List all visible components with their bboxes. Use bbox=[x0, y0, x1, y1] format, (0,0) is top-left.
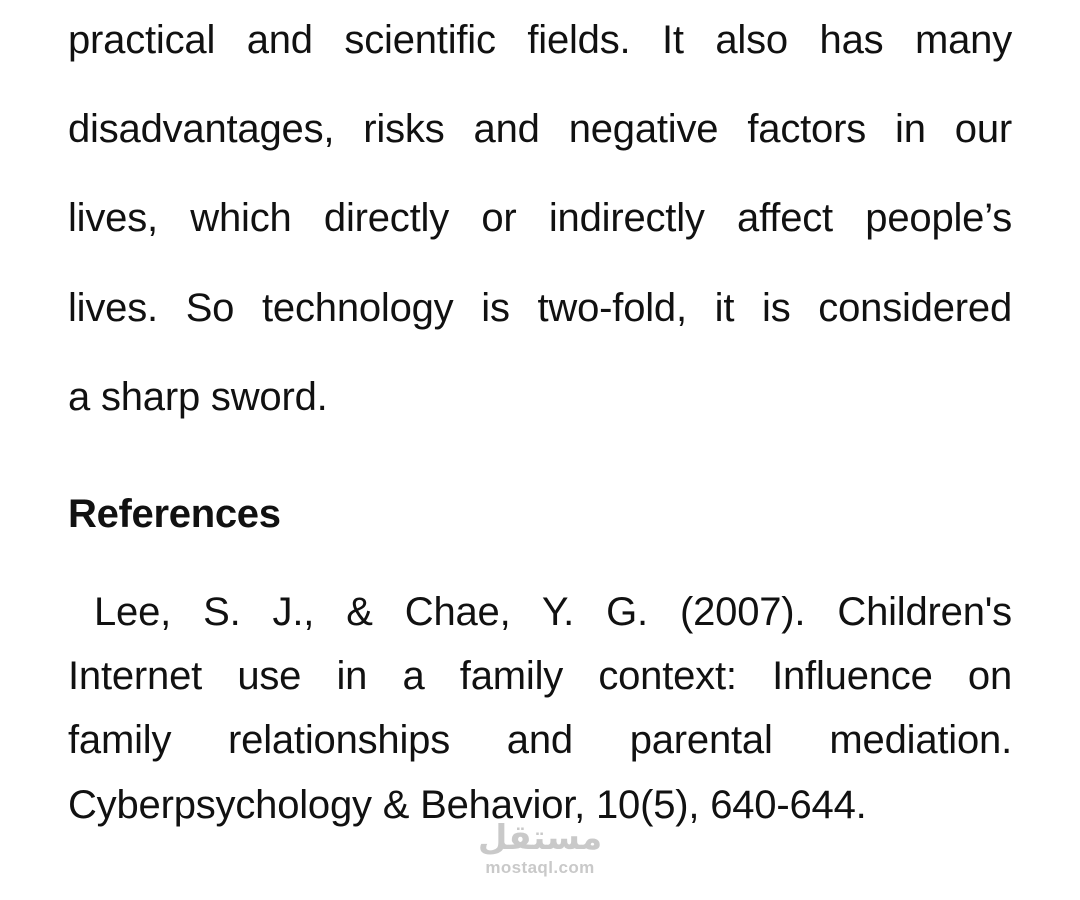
reference-entry-line: Internet use in a family context: Influence on bbox=[68, 654, 1012, 698]
references-heading: References bbox=[68, 492, 281, 536]
watermark-url: mostaql.com bbox=[485, 858, 595, 877]
reference-entry-line: Cyberpsychology & Behavior, 10(5), 640-644. bbox=[68, 783, 867, 827]
body-text-line: lives, which directly or indirectly affect people’s bbox=[68, 196, 1012, 240]
reference-entry-line: Lee, S. J., & Chae, Y. G. (2007). Children's bbox=[94, 590, 1012, 634]
body-text-line: disadvantages, risks and negative factors in our bbox=[68, 107, 1012, 151]
watermark-logo: مستقل bbox=[477, 818, 603, 858]
body-text-line: lives. So technology is two-fold, it is considered bbox=[68, 286, 1012, 330]
watermark bbox=[474, 818, 606, 878]
body-text-line: practical and scientific fields. It also has many bbox=[68, 18, 1012, 62]
body-text-line: a sharp sword. bbox=[68, 375, 328, 419]
reference-entry-line: family relationships and parental mediation. bbox=[68, 718, 1012, 762]
